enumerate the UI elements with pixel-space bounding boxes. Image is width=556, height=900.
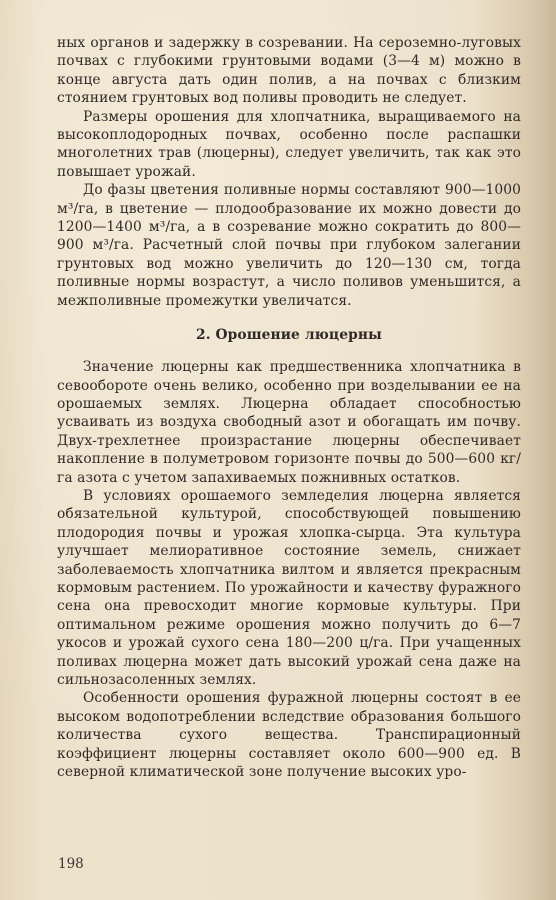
section-heading: 2. Орошение люцерны: [196, 327, 382, 344]
paragraph-1: ных органов и задержку в созревании. На сероземно-луговых почвах с глубокими грунтовыми водами (3—4 м) можно в конце августа дать один полив, а на почвах с близким стоянием грунтовых вод поливы проводить не следует.: [57, 35, 521, 107]
paragraph-4: Значение люцерны как предшественника хлопчатника в севообороте очень велико, особенно при возделывании ее на орошаемых землях. Люцерна обладает способностью усваивать из воздуха свободный азот и обогащать им почву. Двух-трехлетнее произрастание люцерны обеспечивает накопление в полуметровом горизонте почвы до 500—600 кг/га азота с учетом запахиваемых пожнивных остатков.: [57, 359, 521, 486]
paragraph-5: В условиях орошаемого земледелия люцерна является обязательной культурой, способствующей повышению плодородия почвы и урожая хлопка-сырца. Эта культура улучшает мелиоративное состояние земель, снижает заболеваемость хлопчатника вилтом и является прекрасным кормовым растением. По урожайности и качеству фуражного сена она превосходит многие кормовые культуры. При оптимальном режиме орошения можно получить до 6—7 укосов и урожай сухого сена 180—200 ц/га. При учащенных поливах люцерна может дать высокий урожай сена даже на сильнозасоленных землях.: [57, 487, 521, 688]
page-number: 198: [58, 856, 84, 872]
paragraph-2: Размеры орошения для хлопчатника, выращиваемого на высокоплодородных почвах, особенно после распашки многолетних трав (люцерны), следует увеличить, так как это повышает урожай.: [57, 108, 521, 180]
page-text: [57, 34, 521, 781]
paragraph-3: До фазы цветения поливные нормы составляют 900—1000 м³/га, в цветение — плодообразование их можно довести до 1200—1400 м³/га, а в созревание можно сократить до 800—900 м³/га. Расчетный слой почвы при глубоком залегании грунтовых вод можно увеличить до 120—130 см, тогда поливные нормы возрастут, а число поливов уменьшится, а межполивные промежутки увеличатся.: [57, 182, 521, 309]
paragraph-6: Особенности орошения фуражной люцерны состоят в ее высоком водопотреблении вследствие образования большого количества сухого вещества. Транспирационный коэффициент люцерны составляет около 600—900 ед. В северной климатической зоне получение высоких уро-: [57, 690, 521, 781]
